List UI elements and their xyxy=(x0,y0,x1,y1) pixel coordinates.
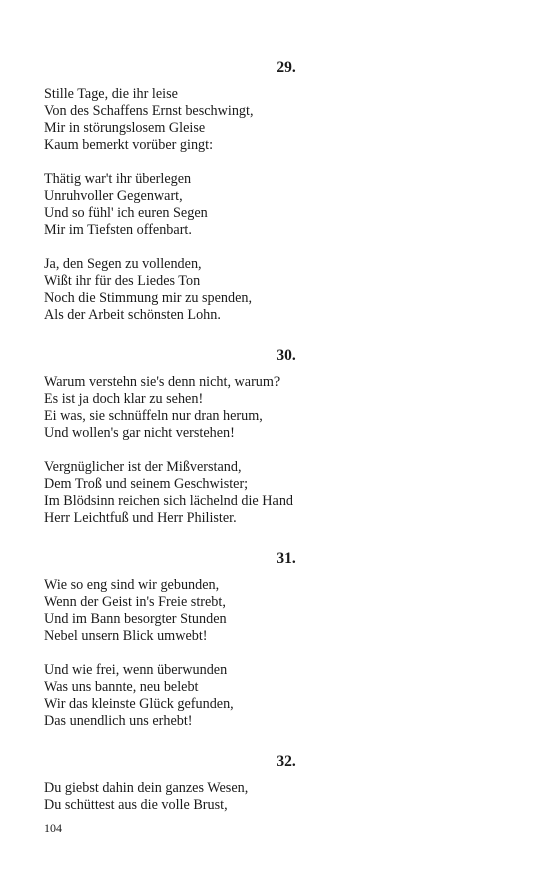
poem-32 xyxy=(44,752,504,814)
verse-line: Herr Leichtfuß und Herr Philister. xyxy=(44,510,237,526)
stanza xyxy=(44,662,504,730)
verse-line: Dem Troß und seinem Geschwister; xyxy=(44,476,249,492)
verse-line: Und wie frei, wenn überwunden xyxy=(44,662,228,678)
verse-line: Kaum bemerkt vorüber gingt: xyxy=(44,137,214,153)
verse-line: Wie so eng sind wir gebunden, xyxy=(44,577,220,593)
stanza xyxy=(44,256,504,324)
stanza xyxy=(44,86,504,154)
verse-line: Nebel unsern Blick umwebt! xyxy=(44,628,208,644)
stanza xyxy=(44,780,504,814)
verse-line: Ja, den Segen zu vollenden, xyxy=(44,256,202,272)
poem-number: 29. xyxy=(276,59,296,76)
stanza xyxy=(44,577,504,645)
verse-line: Von des Schaffens Ernst beschwingt, xyxy=(44,103,254,119)
verse-line: Noch die Stimmung mir zu spenden, xyxy=(44,290,253,306)
stanza xyxy=(44,459,504,527)
verse-line: Thätig war't ihr überlegen xyxy=(44,171,192,187)
stanza xyxy=(44,171,504,239)
verse-line: Ei was, sie schnüffeln nur dran herum, xyxy=(44,408,263,424)
verse-line: Vergnüglicher ist der Mißverstand, xyxy=(44,459,242,475)
page-content xyxy=(44,58,504,836)
verse-line: Warum verstehn sie's denn nicht, warum? xyxy=(44,374,281,390)
verse-line: Es ist ja doch klar zu sehen! xyxy=(44,391,204,407)
verse-line: Wißt ihr für des Liedes Ton xyxy=(44,273,201,289)
verse-line: Und wollen's gar nicht verstehen! xyxy=(44,425,235,441)
poem-31 xyxy=(44,549,504,730)
verse-line: Stille Tage, die ihr leise xyxy=(44,86,178,102)
poem-number: 32. xyxy=(276,753,296,770)
verse-line: Das unendlich uns erhebt! xyxy=(44,713,193,729)
verse-line: Mir im Tiefsten offenbart. xyxy=(44,222,192,238)
poem-29 xyxy=(44,58,504,324)
verse-line: Mir in störungslosem Gleise xyxy=(44,120,206,136)
verse-line: Was uns bannte, neu belebt xyxy=(44,679,199,695)
poem-30 xyxy=(44,346,504,527)
page-number: 104 xyxy=(44,821,62,835)
verse-line: Und im Bann besorgter Stunden xyxy=(44,611,227,627)
verse-line: Du giebst dahin dein ganzes Wesen, xyxy=(44,780,249,796)
verse-line: Wir das kleinste Glück gefunden, xyxy=(44,696,234,712)
verse-line: Und so fühl' ich euren Segen xyxy=(44,205,208,221)
verse-line: Als der Arbeit schönsten Lohn. xyxy=(44,307,221,323)
verse-line: Im Blödsinn reichen sich lächelnd die Hand xyxy=(44,493,294,509)
stanza xyxy=(44,374,504,442)
poem-number: 31. xyxy=(276,550,296,567)
verse-line: Unruhvoller Gegenwart, xyxy=(44,188,183,204)
verse-line: Wenn der Geist in's Freie strebt, xyxy=(44,594,226,610)
verse-line: Du schüttest aus die volle Brust, xyxy=(44,797,228,813)
poem-number: 30. xyxy=(276,347,296,364)
